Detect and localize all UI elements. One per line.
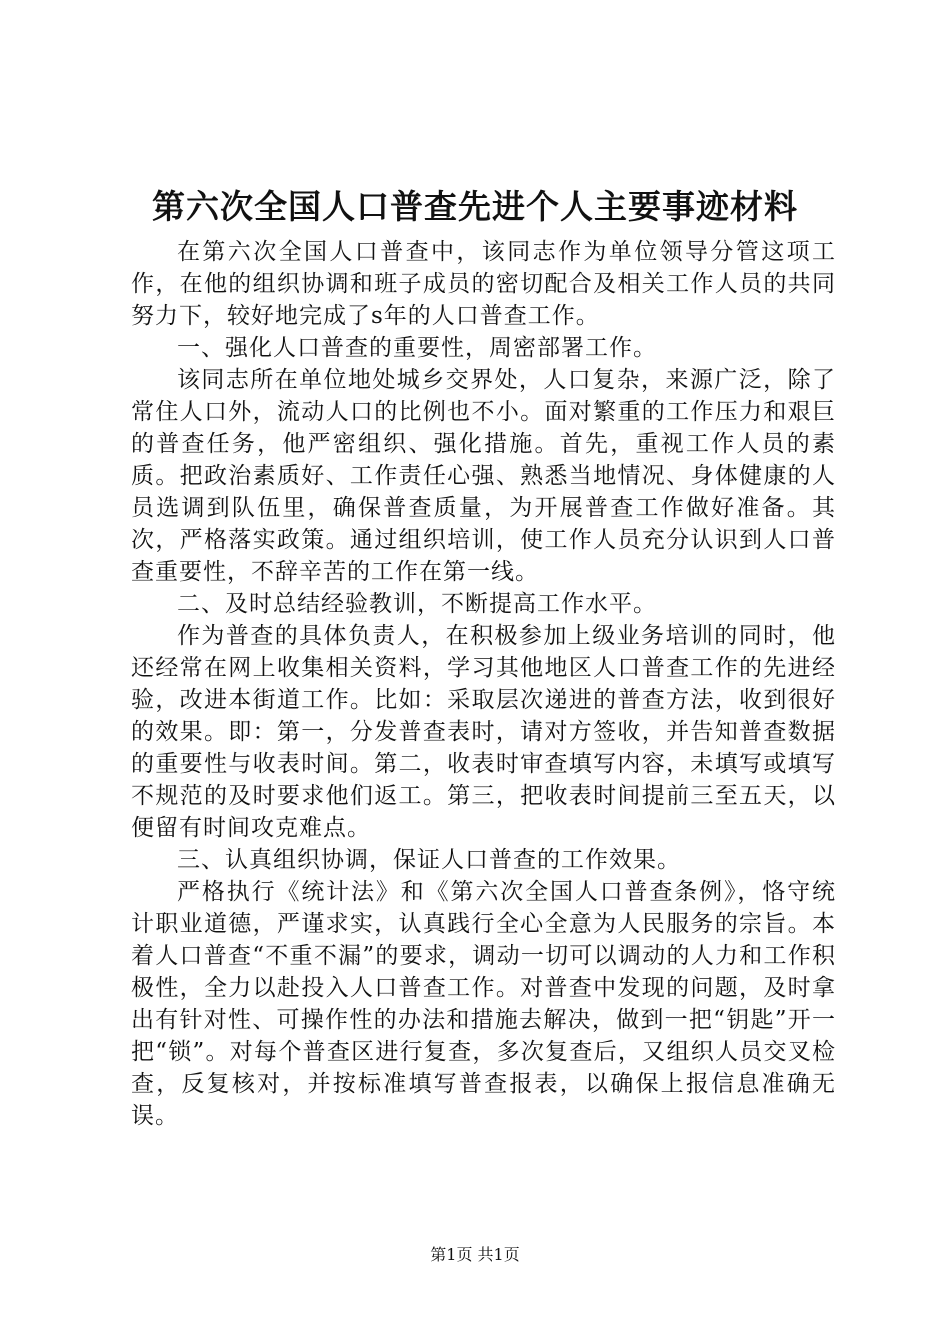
section-3-paragraph: 严格执行《统计法》和《第六次全国人口普查条例》，恪守统计职业道德，严谨求实，认真践行全心全意为人民服务的宗旨。本着人口普查“不重不漏”的要求，调动一切可以调动的人力和工作积极性，全力以赴投入人口普查工作。对普查中发现的问题，及时拿出有针对性、可操作性的办法和措施去解决，做到一把“钥匙”开一把“锁”。对每个普查区进行复查，多次复查后，又组织人员交叉检查，反复核对，并按标准填写普查报表，以确保上报信息准确无误。 — [131, 879, 836, 1129]
section-1-paragraph: 该同志所在单位地处城乡交界处，人口复杂，来源广泛，除了常住人口外，流动人口的比例也不小。面对繁重的工作压力和艰巨的普查任务，他严密组织、强化措施。首先，重视工作人员的素质。把政治素质好、工作责任心强、熟悉当地情况、身体健康的人员选调到队伍里，确保普查质量，为开展普查工作做好准备。其次，严格落实政策。通过组织培训，使工作人员充分认识到人口普查重要性，不辞辛苦的工作在第一线。 — [131, 367, 836, 585]
document-title: 第六次全国人口普查先进个人主要事迹材料 — [152, 187, 798, 226]
document-body — [131, 236, 836, 1132]
section-heading-1: 一、强化人口普查的重要性，周密部署工作。 — [177, 335, 657, 361]
intro-paragraph: 在第六次全国人口普查中，该同志作为单位领导分管这项工作，在他的组织协调和班子成员的密切配合及相关工作人员的共同努力下，较好地完成了s年的人口普查工作。 — [131, 239, 836, 329]
section-heading-2: 二、及时总结经验教训，不断提高工作水平。 — [177, 591, 657, 617]
page-footer: 第1页 共1页 — [430, 1245, 520, 1264]
section-2-paragraph: 作为普查的具体负责人，在积极参加上级业务培训的同时，他还经常在网上收集相关资料，学习其他地区人口普查工作的先进经验，改进本街道工作。比如：采取层次递进的普查方法，收到很好的效果。即：第一，分发普查表时，请对方签收，并告知普查数据的重要性与收表时间。第二，收表时审查填写内容，未填写或填写不规范的及时要求他们返工。第三，把收表时间提前三至五天，以便留有时间攻克难点。 — [131, 623, 836, 841]
section-heading-3: 三、认真组织协调，保证人口普查的工作效果。 — [177, 847, 681, 873]
